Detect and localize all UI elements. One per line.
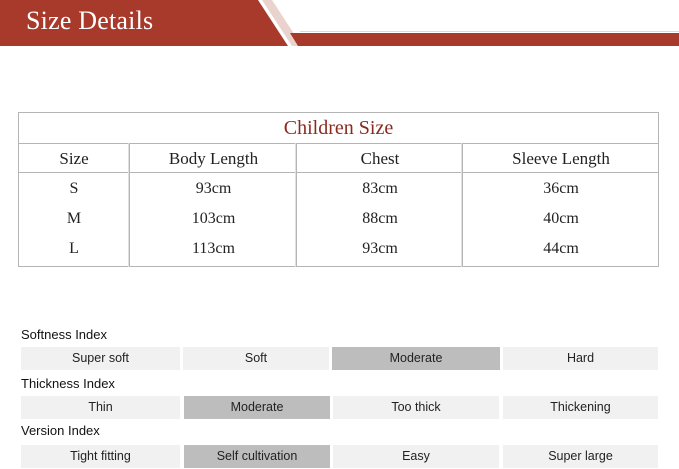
table-cell: 103cm [191, 210, 236, 227]
version-index-scale [21, 445, 658, 468]
size-table [18, 112, 659, 267]
table-cell: 44cm [543, 240, 579, 257]
softness-option: Super soft [21, 347, 180, 370]
version-option: Tight fitting [21, 445, 180, 468]
thickness-option: Moderate [184, 396, 330, 419]
column-header: Size [19, 143, 129, 173]
version-option: Super large [503, 445, 658, 468]
softness-option: Soft [183, 347, 329, 370]
softness-option: Hard [503, 347, 658, 370]
table-title: Children Size [19, 113, 658, 144]
column-sleeve-length [462, 143, 659, 267]
column-size [19, 143, 129, 267]
header-banner [0, 0, 679, 46]
column-header: Body Length [130, 143, 297, 173]
thickness-option: Thickening [503, 396, 658, 419]
table-cell: L [69, 240, 79, 257]
table-cell: M [66, 210, 82, 227]
table-cell: 36cm [543, 180, 579, 197]
column-body-length [129, 143, 297, 267]
version-option: Self cultivation [184, 445, 330, 468]
table-cell: S [69, 180, 79, 197]
table-cell: 93cm [195, 180, 232, 197]
table-cell: 93cm [362, 240, 398, 257]
softness-option: Moderate [332, 347, 500, 370]
thickness-index-label: Thickness Index [21, 376, 115, 391]
table-cell: 113cm [192, 240, 235, 257]
table-cell: 88cm [362, 210, 398, 227]
version-option: Easy [333, 445, 499, 468]
table-cell: 83cm [362, 180, 398, 197]
column-header: Sleeve Length [463, 143, 659, 173]
column-header: Chest [297, 143, 463, 173]
softness-index-scale [21, 347, 658, 370]
thickness-option: Too thick [333, 396, 499, 419]
softness-index-label: Softness Index [21, 327, 107, 342]
thickness-index-scale [21, 396, 658, 419]
table-cell: 40cm [543, 210, 579, 227]
column-chest [296, 143, 463, 267]
thickness-option: Thin [21, 396, 180, 419]
page-title: Size Details [26, 6, 154, 35]
version-index-label: Version Index [21, 423, 100, 438]
